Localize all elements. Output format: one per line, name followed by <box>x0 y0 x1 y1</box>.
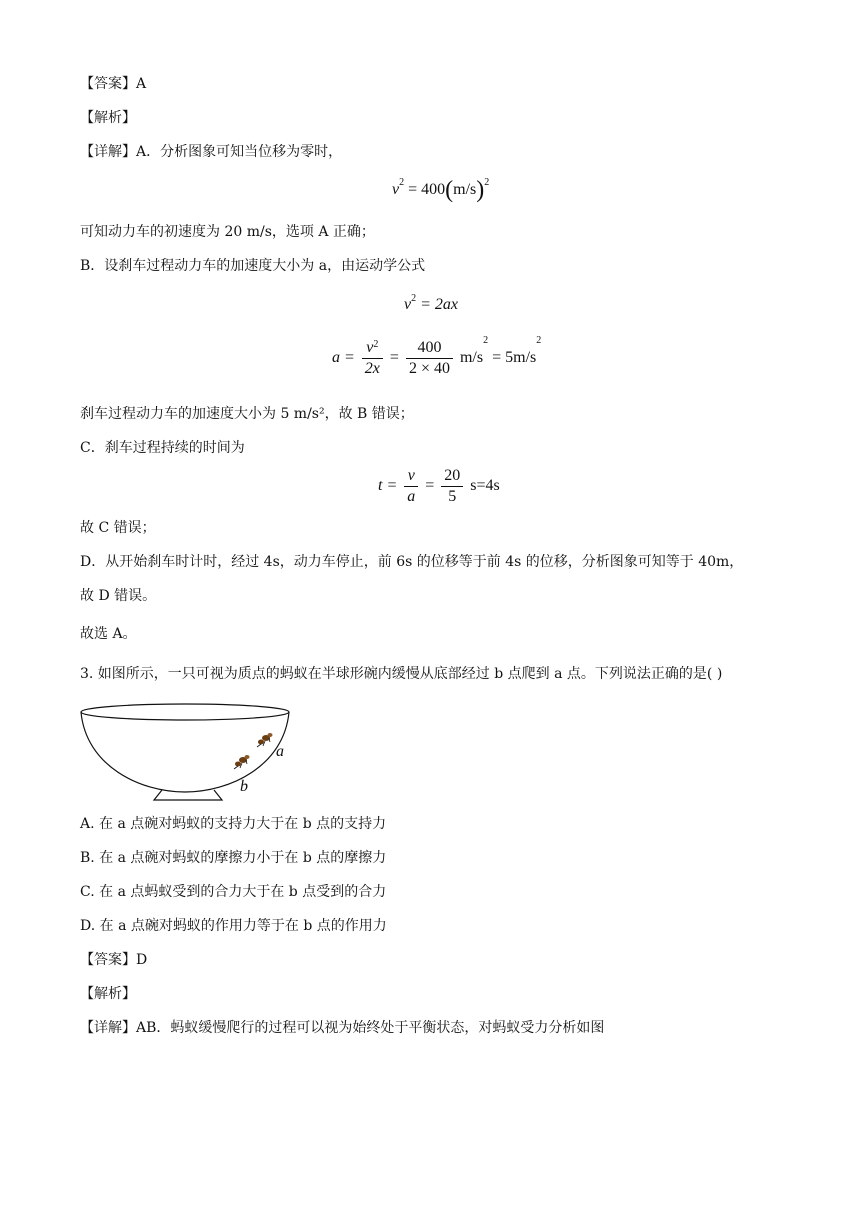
choose-a-line: 故选 A。 <box>80 626 137 642</box>
answer-label-2: 【答案】D <box>80 952 148 968</box>
option-a: A. 在 a 点碗对蚂蚁的支持力大于在 b 点的支持力 <box>80 816 387 832</box>
formula-v2-400: $v^2 = 400(m/s)^2$ <box>392 177 490 203</box>
accel-result-line: 刹车过程动力车的加速度大小为 5 m/s²，故 B 错误； <box>80 406 414 422</box>
d-wrong-line: 故 D 错误。 <box>80 588 157 604</box>
ant-at-a <box>257 733 273 747</box>
analysis-label-1: 【解析】 <box>80 110 136 126</box>
point-b-label: b <box>240 778 248 795</box>
c-wrong-line: 故 C 错误； <box>80 520 156 536</box>
analysis-label-2: 【解析】 <box>80 986 136 1002</box>
detail-d-line: D．从开始刹车时计时，经过 4s，动力车停止，前 6s 的位移等于前 4s 的位移，分析图象可知等于 40m， <box>80 554 744 570</box>
formula-v2-2ax: $v^2 = 2ax$ <box>404 293 459 313</box>
ant-at-b <box>234 755 250 769</box>
formula-acceleration: a = $\frac{v^2}{2x}$ = $\frac{400}{2 \times 40}$ $m/s^2 = 5m/s^2$ <box>332 335 542 377</box>
bowl-figure <box>80 700 294 804</box>
point-a-label: a <box>276 743 284 760</box>
question-3-stem: 3. 如图所示，一只可视为质点的蚂蚁在半球形碗内缓慢从底部经过 b 点爬到 a 点。下列说法正确的是( ) <box>80 666 723 682</box>
detail-a-line: 【详解】A．分析图象可知当位移为零时， <box>80 144 343 160</box>
initial-velocity-line: 可知动力车的初速度为 20 m/s，选项 A 正确； <box>80 224 375 240</box>
option-d: D. 在 a 点碗对蚂蚁的作用力等于在 b 点的作用力 <box>80 918 387 934</box>
bowl-body <box>81 712 289 792</box>
detail-c-line: C．刹车过程持续的时间为 <box>80 440 245 456</box>
detail-b-line: B．设刹车过程动力车的加速度大小为 a，由运动学公式 <box>80 258 426 274</box>
option-c: C. 在 a 点蚂蚁受到的合力大于在 b 点受到的合力 <box>80 884 387 900</box>
detail-ab-line: 【详解】AB．蚂蚁缓慢爬行的过程可以视为始终处于平衡状态，对蚂蚁受力分析如图 <box>80 1020 605 1036</box>
answer-label-1: 【答案】A <box>80 76 147 92</box>
bowl-rim <box>81 704 289 720</box>
option-b: B. 在 a 点碗对蚂蚁的摩擦力小于在 b 点的摩擦力 <box>80 850 387 866</box>
formula-time: t = $\frac{v}{a}$ = $\frac{20}{5}$ s=4s <box>378 467 500 505</box>
